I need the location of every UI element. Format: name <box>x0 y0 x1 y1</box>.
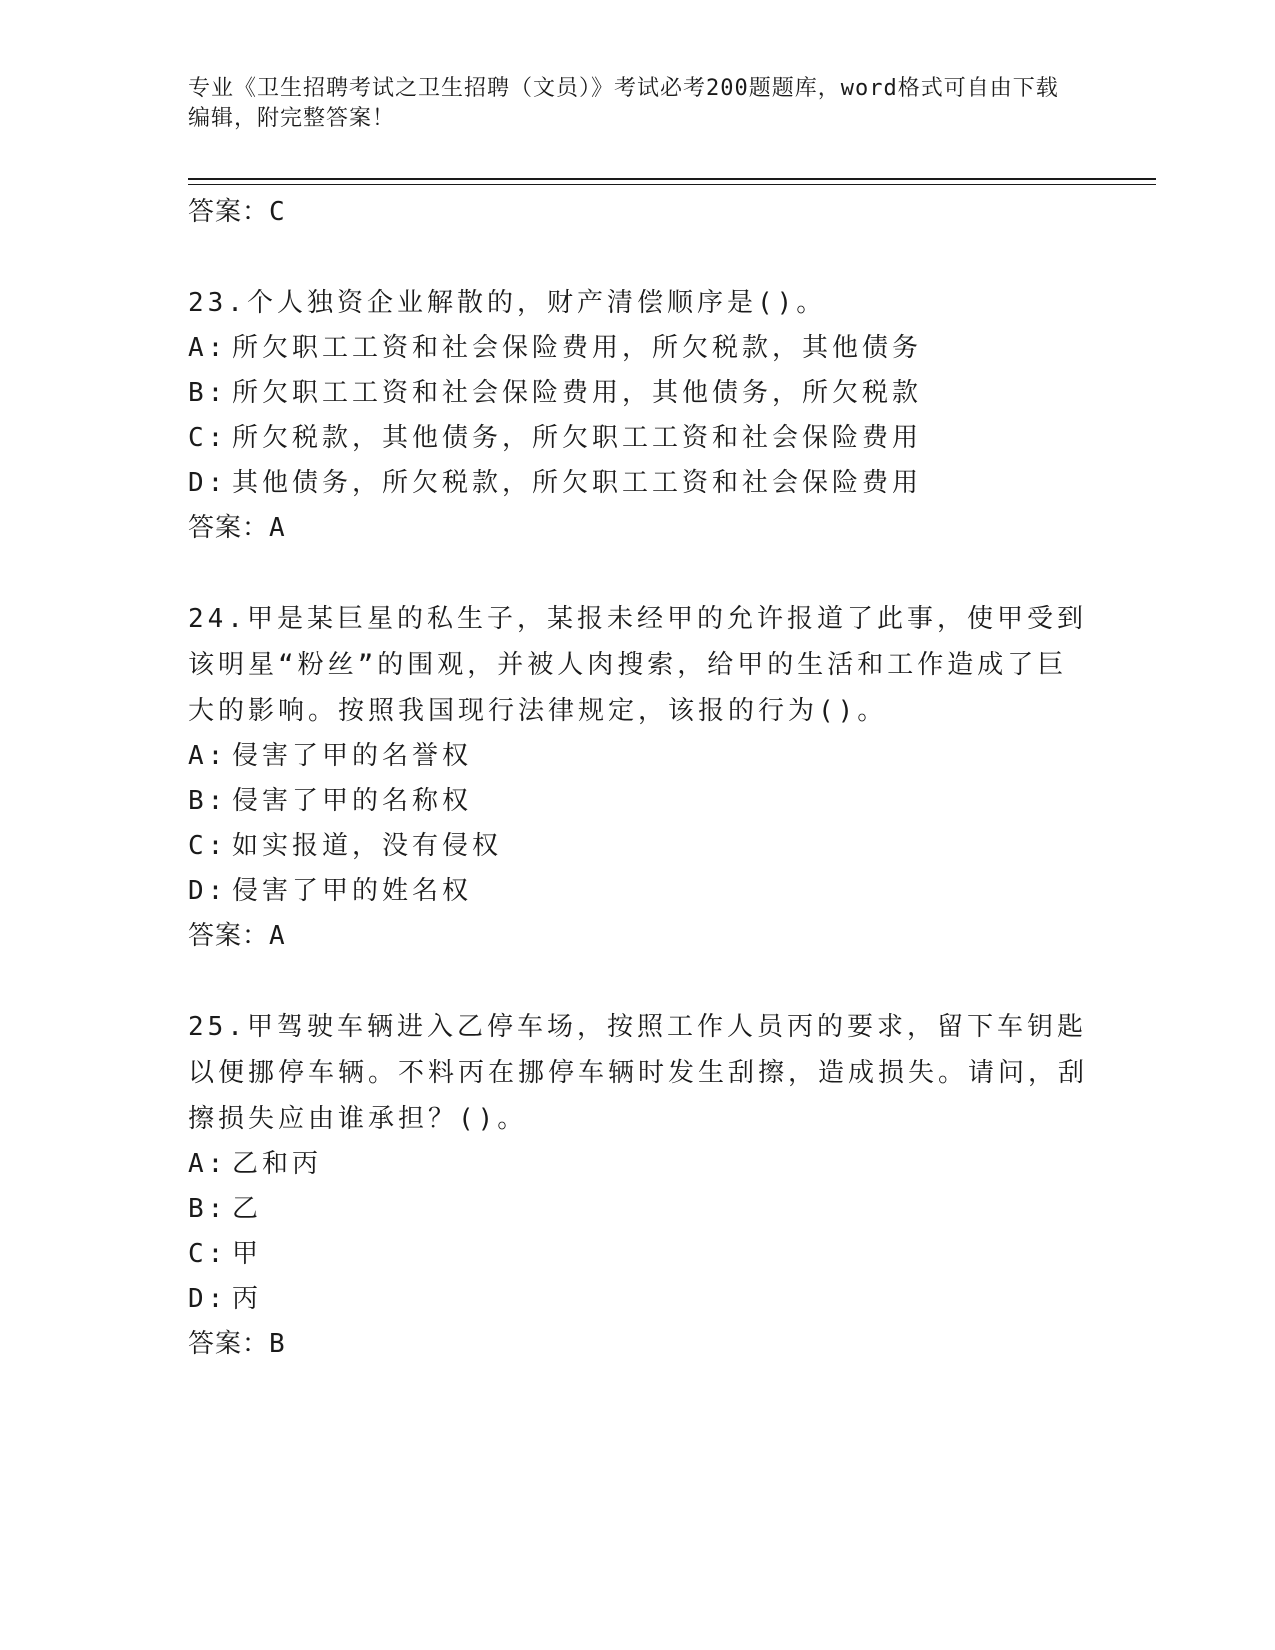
question-block-25 <box>188 1004 1088 1366</box>
answer-value: B <box>269 1329 286 1359</box>
option-text: 所欠职工工资和社会保险费用，所欠税款，其他债务 <box>232 333 923 363</box>
option-key: D: <box>188 1284 228 1314</box>
option-text: 甲 <box>232 1239 263 1269</box>
answer-label: 答案： <box>188 513 270 543</box>
header-rule-thick <box>188 178 1156 180</box>
option-key: D: <box>188 876 228 906</box>
answer-label: 答案： <box>188 197 270 227</box>
option-text: 如实报道，没有侵权 <box>232 831 503 861</box>
option-key: A: <box>188 741 228 771</box>
option-d <box>188 1277 1088 1322</box>
option-text: 乙和丙 <box>232 1149 323 1179</box>
option-text: 所欠职工工资和社会保险费用，其他债务，所欠税款 <box>232 378 923 408</box>
answer-line <box>188 190 1088 234</box>
option-d <box>188 869 1088 914</box>
option-key: A: <box>188 1149 228 1179</box>
answer-value: A <box>269 921 286 951</box>
option-key: C: <box>188 831 228 861</box>
option-text: 丙 <box>232 1284 263 1314</box>
spacer <box>188 958 1088 1004</box>
answer-label: 答案： <box>188 921 270 951</box>
question-block-24 <box>188 596 1088 958</box>
option-text: 其他债务，所欠税款，所欠职工工资和社会保险费用 <box>232 468 923 498</box>
spacer <box>188 234 1088 280</box>
option-key: A: <box>188 333 228 363</box>
option-b <box>188 1187 1088 1232</box>
answer-value: A <box>269 513 286 543</box>
option-key: C: <box>188 423 228 453</box>
option-key: B: <box>188 1194 228 1224</box>
option-text: 侵害了甲的名称权 <box>232 786 473 816</box>
option-a <box>188 1142 1088 1187</box>
question-stem: 25.甲驾驶车辆进入乙停车场，按照工作人员丙的要求，留下车钥匙以便挪停车辆。不料丙在挪停车辆时发生刮擦，造成损失。请问，刮擦损失应由谁承担？()。 <box>188 1012 1089 1134</box>
answer-line <box>188 1322 1088 1366</box>
option-text: 侵害了甲的姓名权 <box>232 876 473 906</box>
option-b <box>188 371 1088 416</box>
option-text: 所欠税款，其他债务，所欠职工工资和社会保险费用 <box>232 423 923 453</box>
question-stem: 23.个人独资企业解散的，财产清偿顺序是()。 <box>188 288 827 318</box>
option-key: B: <box>188 378 228 408</box>
answer-line <box>188 914 1088 958</box>
option-text: 侵害了甲的名誉权 <box>232 741 473 771</box>
option-a <box>188 326 1088 371</box>
option-b <box>188 779 1088 824</box>
question-list <box>188 190 1088 1366</box>
option-c <box>188 824 1088 869</box>
option-key: C: <box>188 1239 228 1269</box>
answer-value: C <box>269 197 286 227</box>
header-rule-thin <box>188 184 1156 185</box>
option-a <box>188 734 1088 779</box>
option-key: D: <box>188 468 228 498</box>
question-stem: 24.甲是某巨星的私生子，某报未经甲的允许报道了此事，使甲受到该明星“粉丝”的围观，并被人肉搜索，给甲的生活和工作造成了巨大的影响。按照我国现行法律规定，该报的行为()。 <box>188 604 1087 726</box>
option-key: B: <box>188 786 228 816</box>
question-block-23 <box>188 280 1088 550</box>
option-text: 乙 <box>232 1194 263 1224</box>
answer-label: 答案： <box>188 1329 270 1359</box>
spacer <box>188 550 1088 596</box>
document-header: 专业《卫生招聘考试之卫生招聘（文员）》考试必考200题题库，word格式可自由下载编辑，附完整答案！ <box>188 76 1059 131</box>
option-c <box>188 416 1088 461</box>
answer-line <box>188 506 1088 550</box>
option-d <box>188 461 1088 506</box>
option-c <box>188 1232 1088 1277</box>
